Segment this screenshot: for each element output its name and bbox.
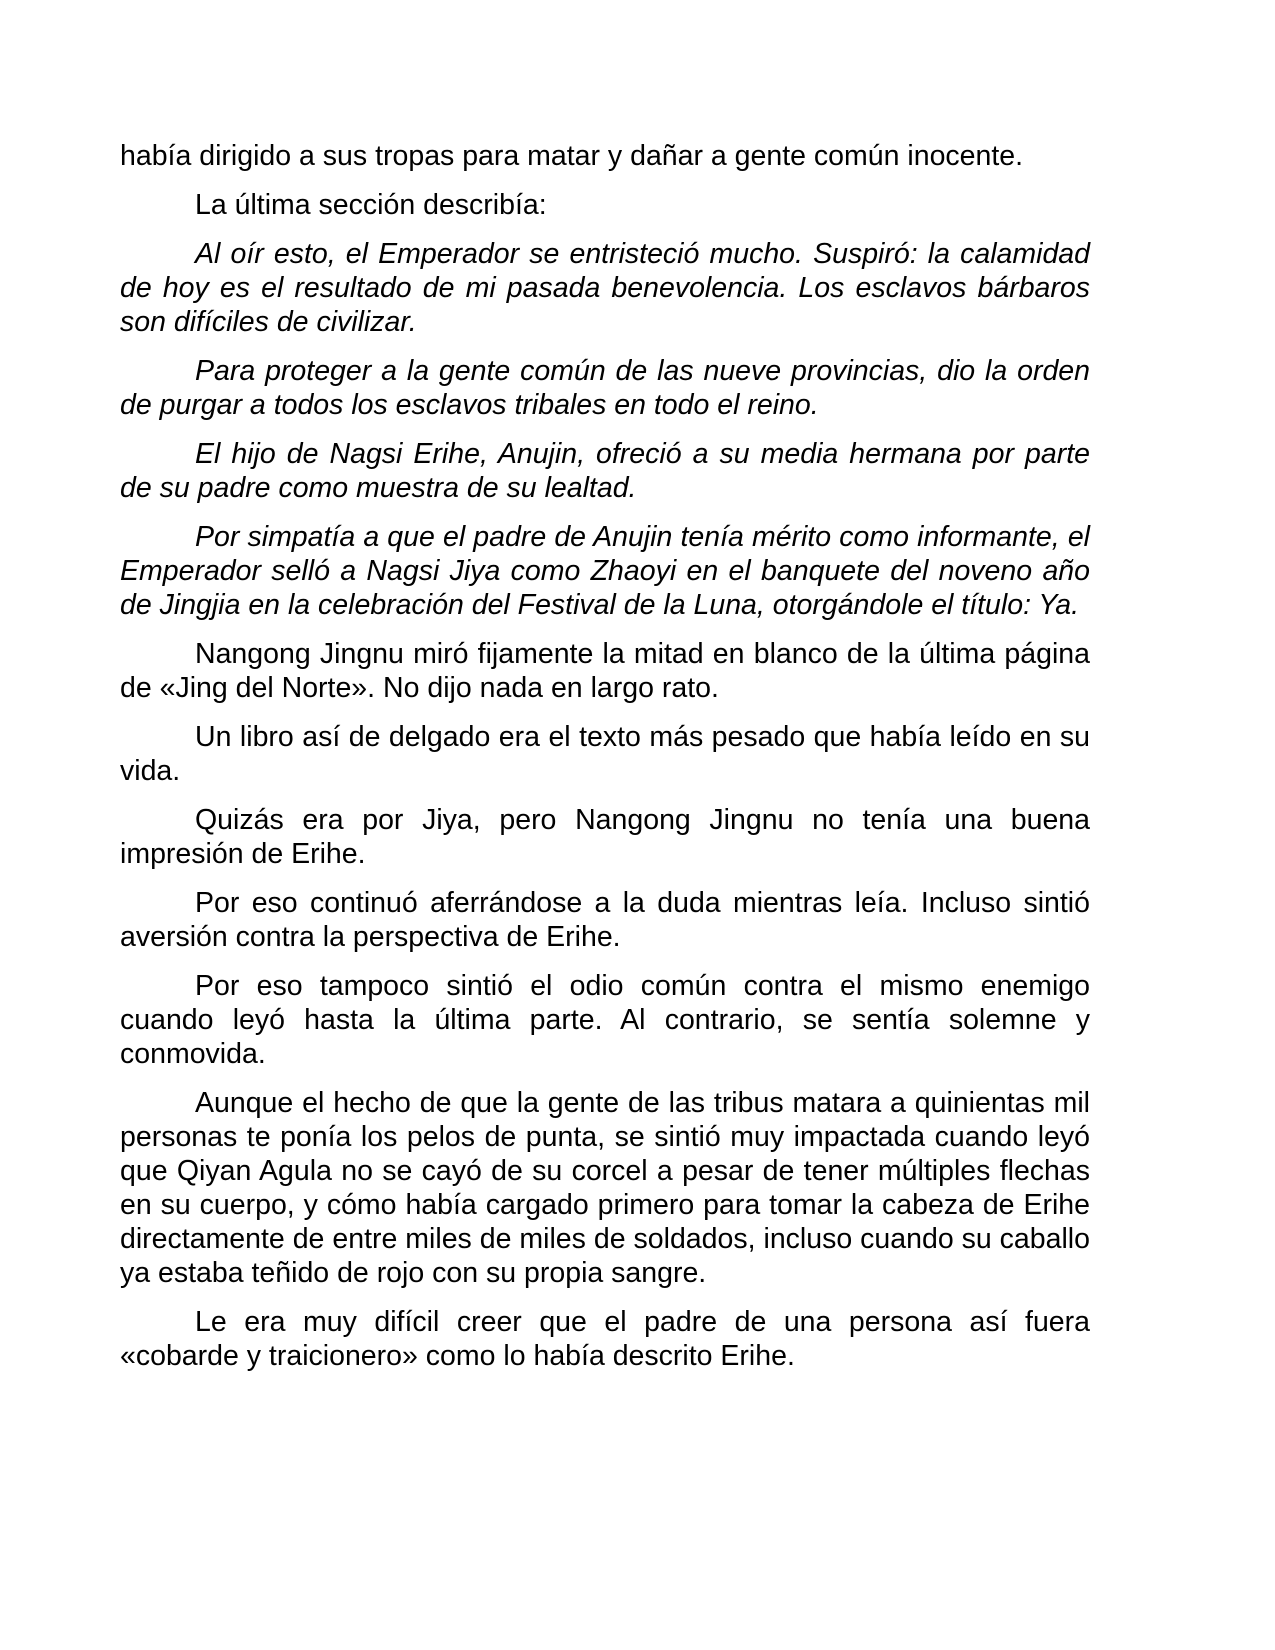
paragraph: La última sección describía: xyxy=(195,189,547,221)
paragraph: Quizás era por Jiya, pero Nangong Jingnu no tenía una buena impresión de Erihe. xyxy=(120,804,1090,870)
paragraph: Le era muy difícil creer que el padre de una persona así fuera «cobarde y traicionero» como lo había descrito Erihe. xyxy=(120,1306,1090,1372)
quoted-paragraph: Por simpatía a que el padre de Anujin tenía mérito como informante, el Emperador selló a Nagsi Jiya como Zhaoyi en el banquete del noveno año de Jingjia en la celebración del Festival de la Luna, otorgándole el título: Ya. xyxy=(120,521,1090,621)
quoted-paragraph: Al oír esto, el Emperador se entristeció mucho. Suspiró: la calamidad de hoy es el resultado de mi pasada benevolencia. Los esclavos bárbaros son difíciles de civilizar. xyxy=(120,238,1090,338)
paragraph: Nangong Jingnu miró fijamente la mitad en blanco de la última página de «Jing del Norte». No dijo nada en largo rato. xyxy=(120,638,1090,704)
paragraph: Un libro así de delgado era el texto más pesado que había leído en su vida. xyxy=(120,721,1090,787)
paragraph-continuation: había dirigido a sus tropas para matar y dañar a gente común inocente. xyxy=(120,140,1024,172)
document-page xyxy=(120,139,1090,1388)
paragraph: Por eso continuó aferrándose a la duda mientras leía. Incluso sintió aversión contra la perspectiva de Erihe. xyxy=(120,887,1090,953)
quoted-paragraph: El hijo de Nagsi Erihe, Anujin, ofreció a su media hermana por parte de su padre como muestra de su lealtad. xyxy=(120,438,1090,504)
quoted-paragraph: Para proteger a la gente común de las nueve provincias, dio la orden de purgar a todos los esclavos tribales en todo el reino. xyxy=(120,355,1090,421)
paragraph: Por eso tampoco sintió el odio común contra el mismo enemigo cuando leyó hasta la última parte. Al contrario, se sentía solemne y conmovida. xyxy=(120,970,1090,1070)
paragraph: Aunque el hecho de que la gente de las tribus matara a quinientas mil personas te ponía los pelos de punta, se sintió muy impactada cuando leyó que Qiyan Agula no se cayó de su corcel a pesar de tener múltiples flechas en su cuerpo, y cómo había cargado primero para tomar la cabeza de Erihe directamente de entre miles de miles de soldados, incluso cuando su caballo ya estaba teñido de rojo con su propia sangre. xyxy=(120,1087,1090,1289)
